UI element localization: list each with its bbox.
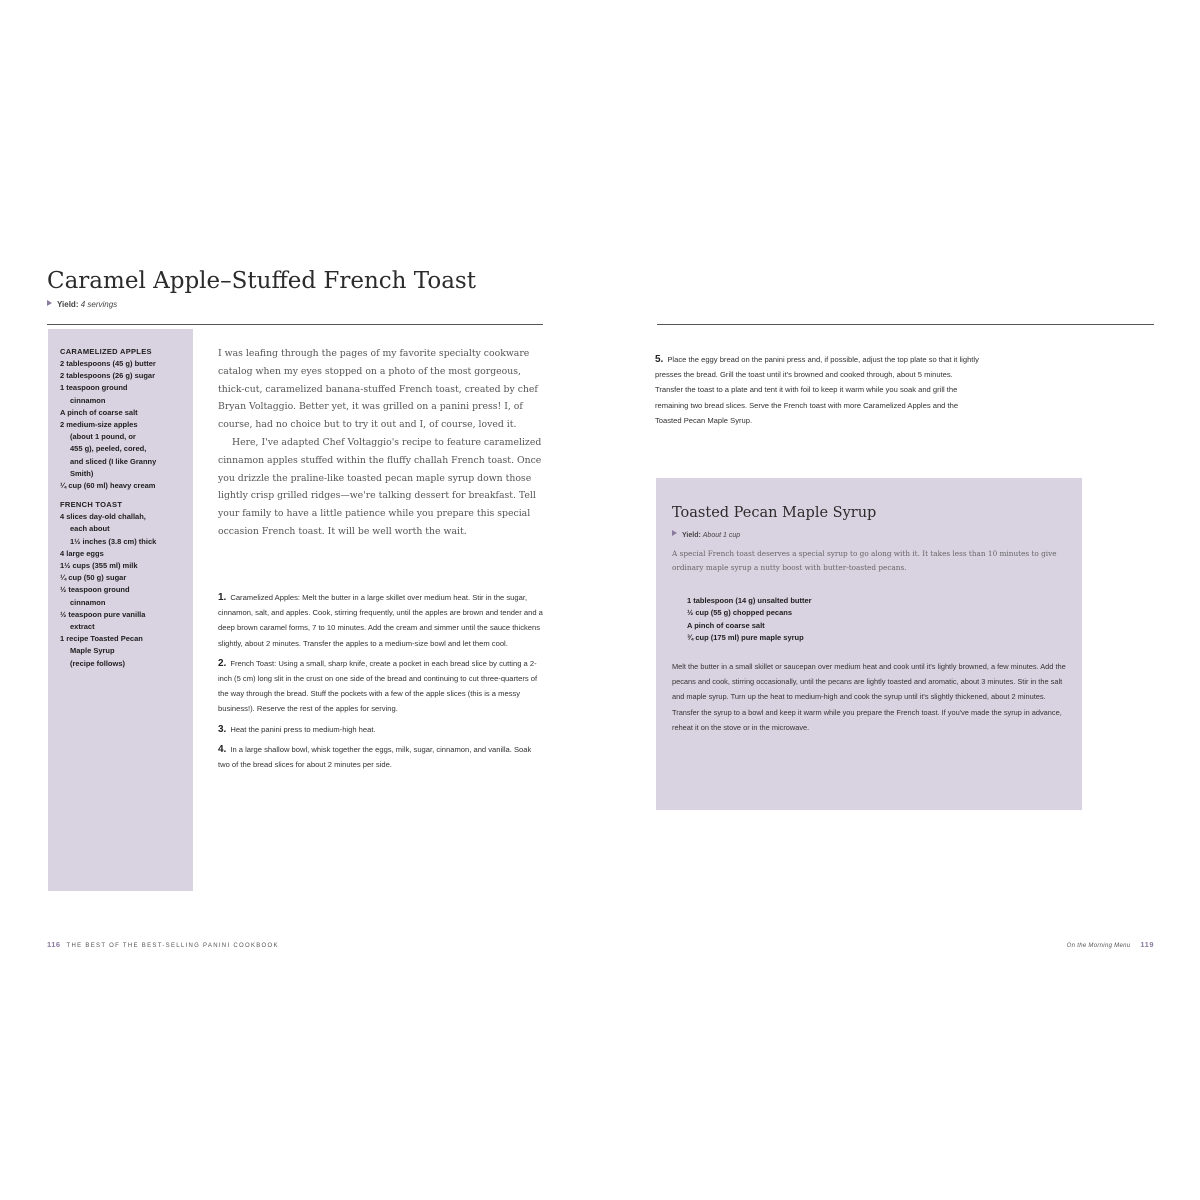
ingredient-group-apples (60, 347, 186, 492)
ingredient-item: 2 tablespoons (26 g) sugar (60, 371, 156, 381)
footer-left (47, 940, 279, 949)
ingredient-item: (recipe follows) (70, 658, 126, 668)
ingredient-item: ½ teaspoon pure vanilla (60, 609, 146, 619)
step-text: Place the eggy bread on the panini press and, if possible, adjust the top plate so that it lightly presses the bread. Grill the toast until it's browned and cooked through, about 5 minutes. Transfer the toast to a plate and tent it with foil to keep it warm while you soak and grill the remaining two bread slices. Serve the French toast with more Caramelized Apples and the Toasted Pecan Maple Syrup. (655, 355, 979, 425)
step-text: In a large shallow bowl, whisk together the eggs, milk, sugar, cinnamon, and vanilla. Soak two of the bread slices for about 2 minutes per side. (218, 744, 532, 770)
step-number: 1. (218, 592, 227, 603)
ingredient-item: ¾ cup (175 ml) pure maple syrup (687, 632, 804, 642)
ingredient-group-heading: CARAMELIZED APPLES (60, 347, 152, 356)
book-title: THE BEST OF THE BEST-SELLING PANINI COOKBOOK (66, 943, 279, 949)
ingredient-item: A pinch of coarse salt (60, 407, 138, 417)
ingredient-item: 1½ cups (355 ml) milk (60, 561, 138, 571)
divider-rule-left (47, 324, 543, 325)
intro-paragraph: Here, I've adapted Chef Voltaggio's recipe to feature caramelized cinnamon apples stuffed within the fluffy challah French toast. Once you drizzle the praline-like toasted pecan maple syrup down those lightly crisp grilled ridges—we're talking dessert for breakfast. Tell your family to have a little patience while you prepare this special occasion French toast. It will be well worth the wait. (218, 436, 542, 537)
step-text: Heat the panini press to medium-high heat. (230, 724, 376, 734)
syrup-yield (672, 530, 740, 539)
section-name: On the Morning Menu (1066, 943, 1131, 949)
yield-value: 4 servings (80, 300, 118, 309)
ingredient-item: 4 large eggs (60, 548, 104, 558)
ingredient-item: 1 teaspoon ground (60, 383, 128, 393)
arrow-bullet-icon (47, 300, 52, 306)
ingredient-list (60, 511, 186, 670)
yield-label: Yield: (682, 532, 701, 539)
method-step (655, 352, 980, 428)
ingredient-list (60, 358, 186, 492)
ingredient-item: 1 recipe Toasted Pecan (60, 634, 143, 644)
ingredient-item: and sliced (I like Granny (70, 456, 157, 466)
method-step (218, 590, 543, 651)
footer-right (1067, 940, 1154, 949)
syrup-title: Toasted Pecan Maple Syrup (672, 505, 877, 521)
ingredient-item: ¼ cup (50 g) sugar (60, 573, 127, 583)
step-number: 5. (655, 354, 664, 365)
step-text: French Toast: Using a small, sharp knife, create a pocket in each bread slice by cutting a 2-inch (5 cm) long slit in the crust on one side of the bread and continuing to cut three-quarters of the way through the bread. Stuff the pockets with a few of the apple slices (this is a messy business!). Reserve the rest of the apples for serving. (218, 658, 538, 714)
ingredient-item: extract (70, 622, 95, 632)
ingredient-item: Maple Syrup (70, 646, 115, 656)
recipe-yield (47, 300, 117, 309)
step-text: Caramelized Apples: Melt the butter in a large skillet over medium heat. Stir in the sugar, cinnamon, salt, and apples. Cook, stirring frequently, until the apples are brown and tender and a deep brown caramel forms, 7 to 10 minutes. Add the cream and simmer until the sauce thickens slightly, about 2 minutes. Transfer the apples to a medium-size bowl and let them cool. (218, 593, 543, 648)
ingredient-item: 1 tablespoon (14 g) unsalted butter (687, 596, 812, 605)
syrup-intro: A special French toast deserves a special syrup to go along with it. It takes less than 10 minutes to give ordinary maple syrup a nutty boost with butter-toasted pecans. (672, 549, 1057, 572)
ingredient-group-heading: FRENCH TOAST (60, 500, 123, 510)
syrup-recipe-box (656, 478, 1082, 810)
ingredient-item: ¼ cup (60 ml) heavy cream (60, 481, 156, 491)
ingredients-sidebar (48, 329, 193, 891)
recipe-intro (218, 345, 543, 541)
yield-value: About 1 cup (702, 532, 741, 539)
ingredient-item: ½ cup (55 g) chopped pecans (687, 608, 793, 618)
ingredient-item: cinnamon (70, 395, 106, 405)
ingredient-item: ½ teaspoon ground (60, 585, 130, 595)
method-steps-left (218, 590, 543, 777)
method-step (218, 656, 543, 717)
ingredient-item: A pinch of coarse salt (687, 620, 765, 630)
ingredient-item: each about (70, 524, 110, 534)
syrup-ingredient-list (687, 595, 812, 644)
step-number: 4. (218, 743, 227, 755)
page-number-left: 116 (47, 940, 61, 949)
syrup-method: Melt the butter in a small skillet or saucepan over medium heat and cook until it's lightly browned, a few minutes. Add the pecans and cook, stirring occasionally, until the pecans are lightly toasted and aromatic, about 3 minutes. Stir in the salt and maple syrup. Turn up the heat to medium-high and cook the syrup until it's slightly thickened, about 2 minutes. Transfer the syrup to a bowl and keep it warm while you prepare the French toast. If you've made the syrup in advance, reheat it on the stove or in the microwave. (672, 662, 1066, 732)
ingredient-item: 2 medium-size apples (60, 420, 138, 430)
page-number-right: 119 (1140, 940, 1154, 949)
ingredient-item: 455 g), peeled, cored, (70, 444, 147, 454)
recipe-title: Caramel Apple–Stuffed French Toast (47, 268, 476, 294)
method-step (218, 742, 543, 772)
ingredient-item: 4 slices day-old challah, (60, 512, 146, 522)
ingredient-item: (about 1 pound, or (70, 432, 136, 442)
divider-rule-right (657, 324, 1154, 325)
method-step (218, 722, 543, 737)
ingredient-item: Smith) (70, 468, 94, 478)
intro-paragraph: I was leafing through the pages of my favorite specialty cookware catalog when my eyes stopped on a photo of the most gorgeous, thick-cut, caramelized banana-stuffed French toast, created by chef Bryan Voltaggio. Better yet, it was grilled on a panini press! I, of course, had no choice but to try it out and I, of course, loved it. (218, 348, 538, 431)
ingredient-group-french-toast (60, 500, 186, 670)
ingredient-item: 1½ inches (3.8 cm) thick (70, 536, 157, 546)
ingredient-item: 2 tablespoons (45 g) butter (60, 359, 156, 368)
arrow-bullet-icon (672, 530, 677, 536)
yield-label: Yield: (57, 300, 79, 309)
ingredient-item: cinnamon (70, 597, 106, 607)
step-number: 3. (218, 723, 227, 735)
step-number: 2. (218, 657, 227, 669)
method-steps-right (655, 352, 980, 433)
